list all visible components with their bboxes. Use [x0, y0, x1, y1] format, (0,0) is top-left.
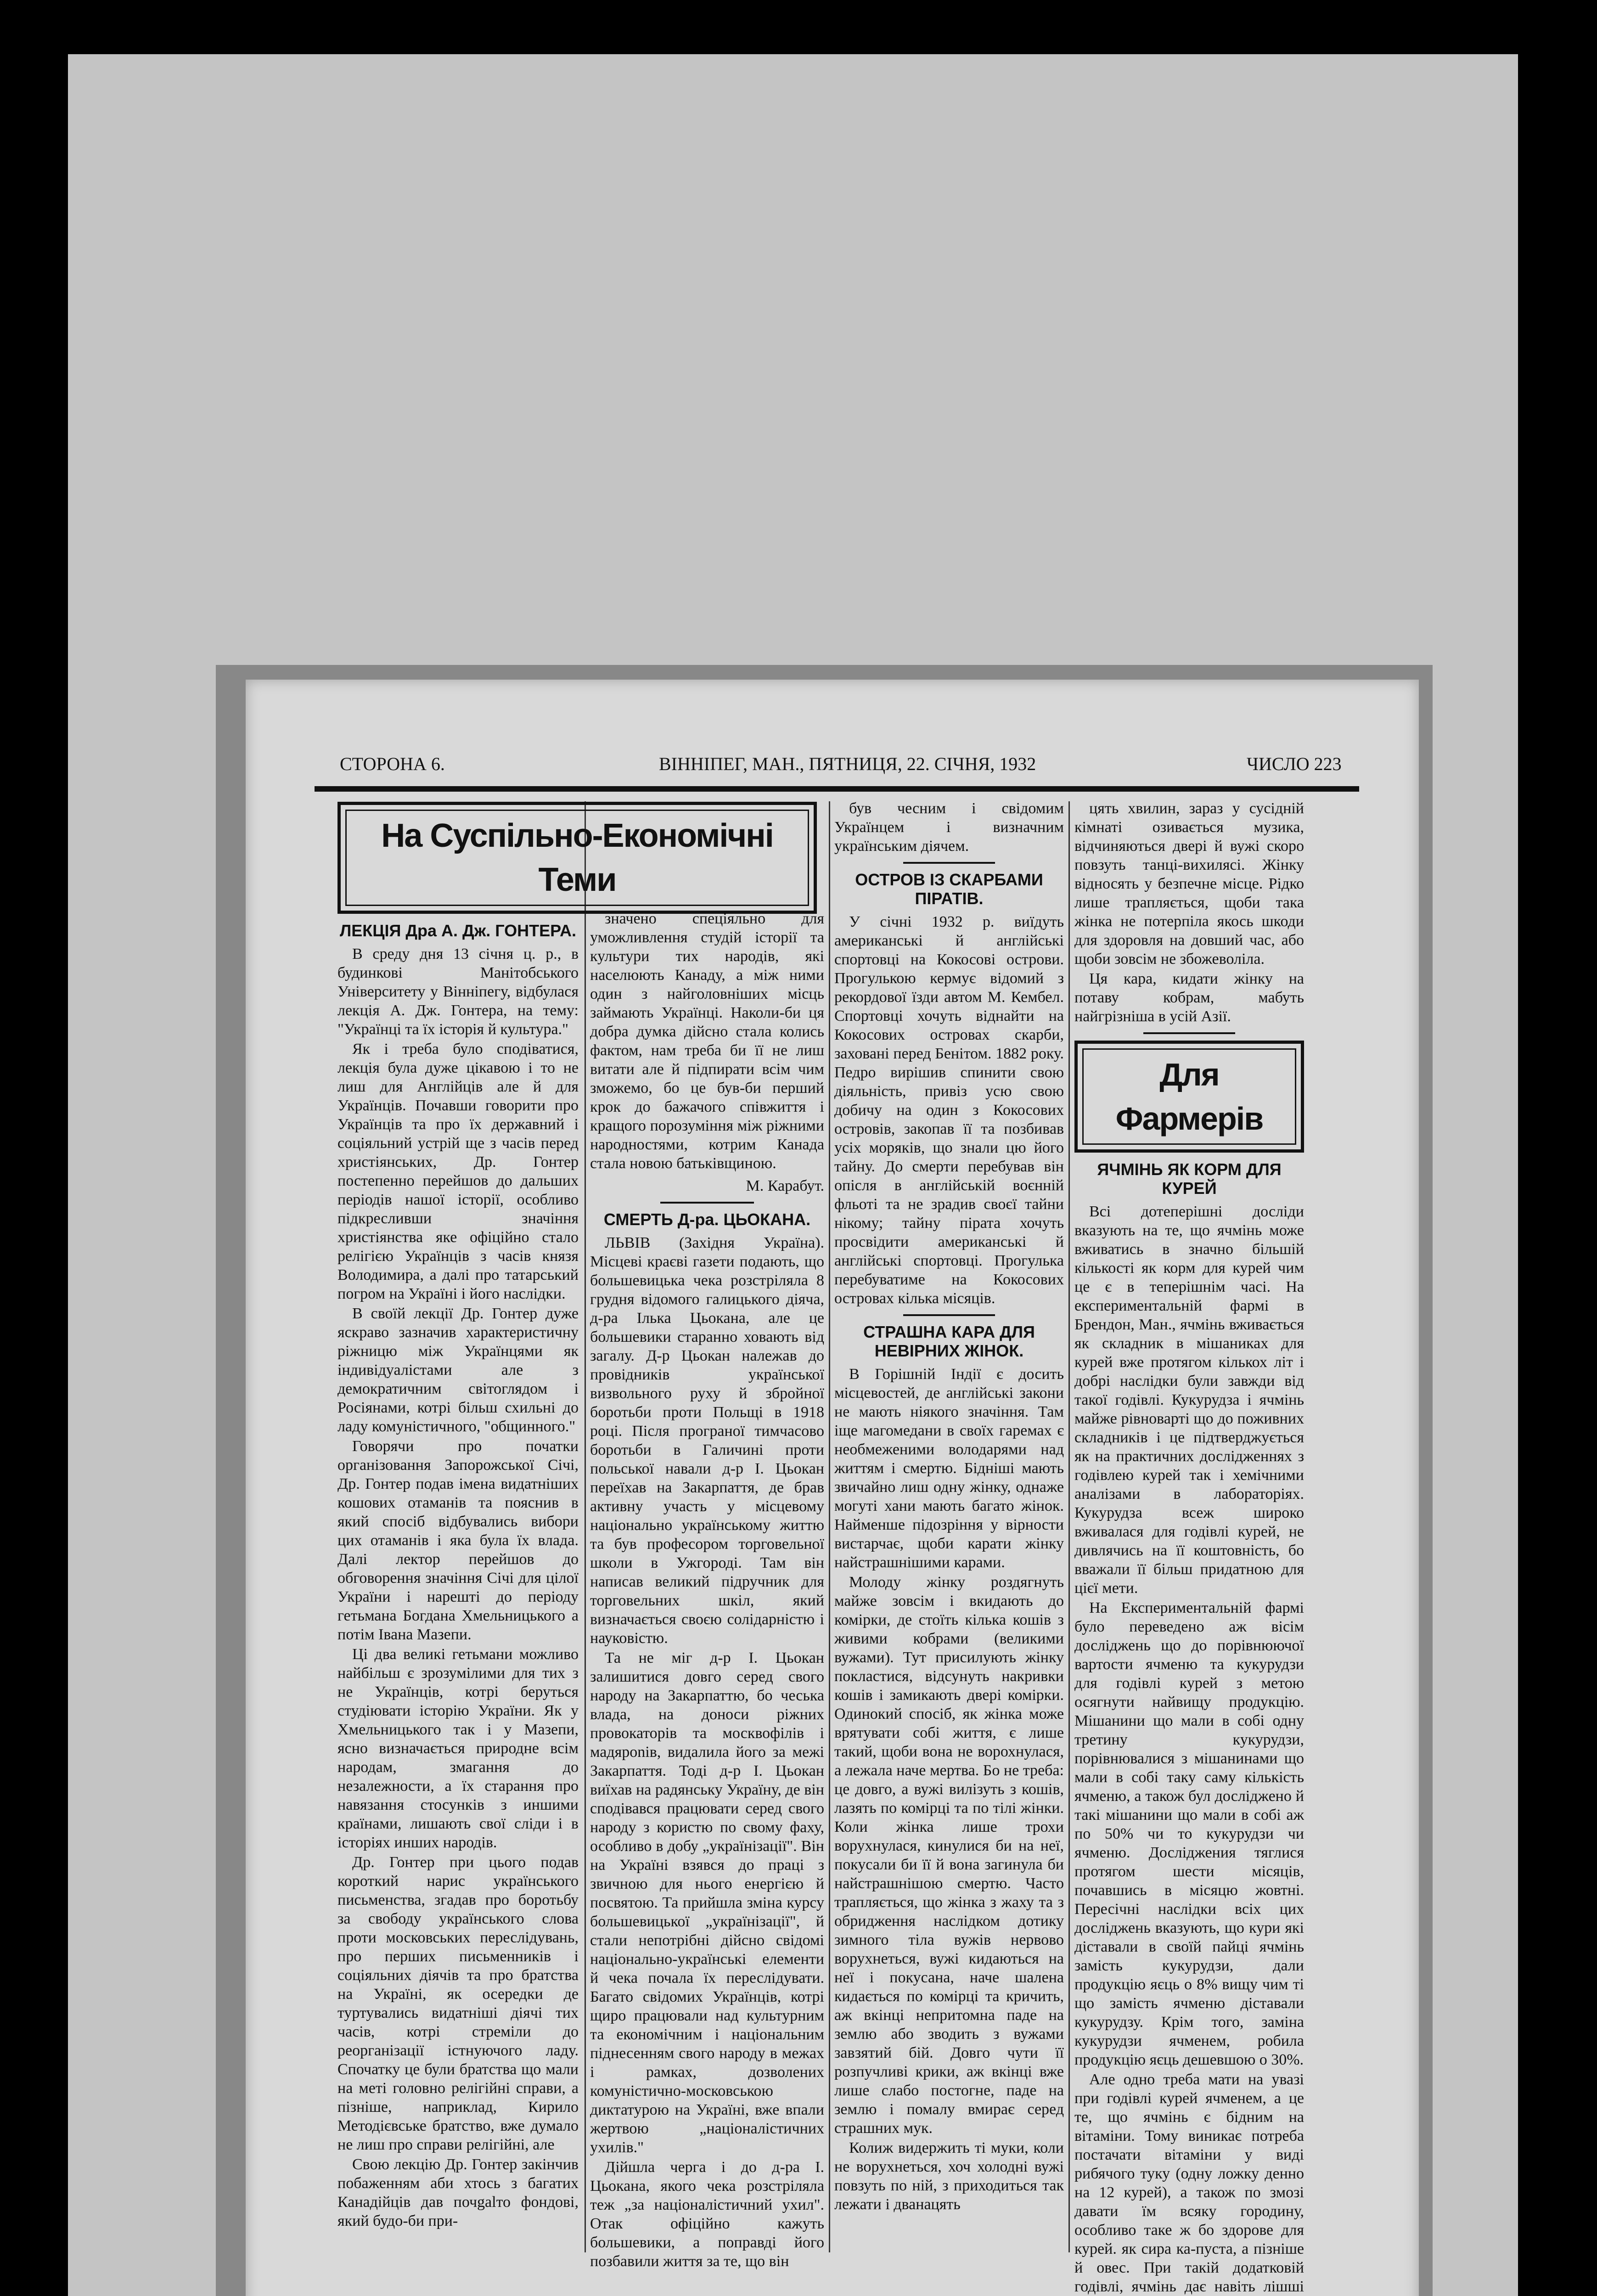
paragraph: Та не міг д-р І. Цьокан залишитися довго серед свого народу на Закарпаттю, бо чеська влада, на доноси ріжних провокаторів та москвофілів і мадярonів, видалила його за межі Закарпаття. Тоді д-р І. Цьокан виїхав на радянську Україну, де він сподівався працювати серед свого народу з користю по свому фаху, особливо в добу „українізації". Він на Україні взявся до праці з звичною для нього енергією й посвятою. Та прийшла зміна курсу большевицької „українізації", й стали непотрібні дійсно свідомі національно-українські елементи й чека почала їх переслідувати. Багато свідомих Українців, котрі щиро працювали над культурним та економічним і національним піднесенням свого народу в межах і рамках, дозволених комуністично-московською диктатурою на Україні, вже впали жертвою „націоналістичних ухилів." [590, 1649, 824, 2156]
article-title: СМЕРТЬ Д-ра. ЦЬОКАНА. [603, 1210, 811, 1229]
paragraph: Як і треба було сподіватися, лекція була дуже цікавою і то не лиш для Англійців але й для Українців. Почавши говорити про Українців та про їх державний і соціяльний устрій ще з часів перед христіянських, Др. Гонтер постепенно перейшов до дальших періодів нашої історії, особливо підкресливши значіння христіянства яке офіційно стало релігією Українців з часів князя Володимира, а далі про татарський погром на Україні і його наслідки. [337, 1041, 579, 1302]
separator [1143, 1032, 1235, 1034]
page-number: СТОРОНА 6. [340, 754, 445, 774]
section-banner-title: Для Фармерів [1082, 1048, 1296, 1145]
column-2 [590, 909, 824, 2272]
separator [903, 1314, 995, 1316]
signature: М. Карабут. [746, 1177, 824, 1194]
paragraph: В Горішній Індії є досить місцевостей, де англійські закони не мають ніякого значіння. Там іще магомедани в своїх гаремах є необмеженими володарями над життям і смертю. Бідніші мають звичайно лиш одну жінку, однаже могуті хани мають багато жінок. Найменше підозріння у вірности вистарчає, щоби карати жінку найстрашнішими карами. [834, 1366, 1064, 1571]
separator [660, 1202, 754, 1204]
paragraph: цять хвилин, зараз у сусідній кімнаті озивається музика, відчиняються двері й вужі скоро повзуть танці-вихилясі. Жінку відносять у безпечне місце. Рідко лише трапляється, щоби така жінка не потерпіла якось шкоди для здоровля на довший час, або щоби зовсім не збожеволіла. [1074, 800, 1304, 968]
dateline: ВІННІПЕГ, МАН., ПЯТНИЦЯ, 22. СІЧНЯ, 1932 [659, 754, 1036, 774]
paragraph: Колиж видержить ті муки, коли не ворухнеться, хоч холодні вужі повзуть по ній, з приходиться так лежати і дванацять [834, 2139, 1064, 2213]
paragraph: ЛЬВІВ (Західня Україна). Місцеві краєві газети подають, що большевицька чека розстріляла 8 грудня відомого галицького діяча, д-ра Ілька Цьокана, але це большевики старанно ховають від загалу. Д-р Цьокан належав до провідників української визвольного руху й збройної боротьби проти Польщі в 1918 році. Після програної тимчасово боротьби в Галичині проти польської навали д-р І. Цьокан переїхав на Закарпаття, де брав активну участь у місцевому національно українському життю та був професором торговельної школи в Ужгороді. Там він написав великий підручник для торговельних шкіл, який визначається своєю солідарністю і науковістю. [590, 1234, 824, 1647]
paragraph: У січні 1932 р. виїдуть американські й англійські спортовці на Кокосові острови. Прогулькою кермує відомий з рекордової їзди автом М. Кембел. Спортовці хочуть віднайти на Кокосових островах скарби, заховані перед Бенітом. 1882 року. Педро вирішив спинити свою діяльність, привіз усю свою добичу на один з Кокосових островів, закопав її та позбивав усіх моряків, що знали цю його тайну. До смерти перебував він опісля в англійській воєнній фльоті та не зрадив своєї тайни нікому; тайну пірата хочуть просвідити американські й англійські спортовці. Прогулька перебуватиме на Кокосових островах кілька місяців. [834, 913, 1064, 1307]
separator [903, 862, 995, 864]
column-rule [1068, 801, 1070, 2252]
section-banner-title: На Суспільно-Економічні Теми [345, 810, 809, 906]
paragraph: Др. Гонтер при цього подав короткий нарис українського письменства, згадав про боротьбу за свободу українського слова проти московських переслідувань, про перших письменників і соціяльних діячів та про братства на Україні, як осередки де туртувались видатніші діячі тих часів, котрі стреміли до реорганізації істнуючого ладу. Спочатку це були братства що мали на меті головно релігійні справи, а пізніше, наприклад, Кирило Методієвське братство, вже думало не лиш про справи релігійні, але [337, 1854, 579, 2153]
paragraph: Всі дотеперішні досліди вказують на те, що ячмінь може вживатись в значно більшій кількості як корм для курей чим це є в теперішнім часі. На експериментальній фармі в Брендон, Ман., ячмінь вживається як складник в мішаниках для курей вже протягом кількох літ і добрі наслідки були завжди від такої годівлі. Кукурудза і ячмінь майже рівноварті що до поживних складників і це підтверджується як на практичних дослідженнях з годівлею курей так і хемічними аналізами в лабораторіях. Кукурудза всеж широко вживалася для годівлі курей, не дивлячись на її коштовність, бо вважали її більш придатною для цієї мети. [1074, 1203, 1304, 1597]
paragraph: Ця кара, кидати жінку на потаву кобрам, мабуть найгрізніша в усій Азії. [1074, 970, 1304, 1025]
paragraph: Дійшла черга і до д-ра І. Цьокана, якого чека розстріляла теж „за націоналістичний ухил". Отак офіційно кажуть большевики, а поправді його позбавили життя за те, що він [590, 2159, 824, 2270]
newspaper-page [246, 680, 1419, 2296]
column-3 [834, 799, 1064, 2215]
header-rule [315, 786, 1359, 792]
column-4 [1074, 799, 1304, 2296]
paragraph: На Експериментальній фармі було переведено аж вісім досліджень що до порівнюючої вартости ячменю та кукурудзи для годівлі курей з метою осягнути найвищу продукцію. Мішанини що мали в собі одну третину кукурудзи, порівнювалися з мішанинами що мали в собі таку саму кількість ячменю, а також бул досліджено й такі мішанини що мали в собі аж по 50% чи то кукурудзи чи ячменю. Досліджения тяглися протягом шести місяців, почавшись в місяцю жовтні. Пересічні наслідки всіх цих досліджень вказують, що кури які діставали в своїй пайці ячмінь замість кукурудзи, дали продукцію яєць о 8% вищу чим ті що замість ячменю діставали кукурудзу. Крім того, заміна кукурудзи ячменем, робила продукцію яєць дешевшою о 30%. [1074, 1599, 1304, 2068]
issue-number: ЧИСЛО 223 [1247, 754, 1342, 774]
paragraph: значено спеціяльно для уможливлення студій історії та культури тих народів, які населюють Канаду, а між ними один з найголовніших місць займають Українці. Наколи-би ця добра думка дійсно стала колись фактом, нам треба би її не лиш витати але й підпирати всім чим зможемо, бо це був-би перший крок до бажачого співжиття і кращого порозуміння між ріжними народностями, котрим Канада стала новою батьківщиною. [590, 910, 824, 1172]
paragraph: Свою лекцію Др. Гонтер закінчив побаженням аби хтось з багатих Канадійців дав почgalто фондові, який будо-би при- [337, 2156, 579, 2229]
paragraph: В своїй лекції Др. Гонтер дуже яскраво зазначив характеристичну ріжницю між Українцями як індивідуалістами але з демократичним світоглядом і Росіянами, котрі більш схильні до ладу комуністичного, "общинного." [337, 1305, 579, 1435]
article-title: ОСТРОВ ІЗ СКАРБАМИ ПІРАТІВ. [855, 870, 1043, 908]
paragraph: Але одно треба мати на увазі при годівлі курей ячменем, а це те, що ячмінь є бідним на вітаміни. Тому виникає потреба постачати вітаміни у видi рибячого туку (одну ложку денно на 12 курей), а також по змозі давати їм всяку городину, особливо таке ж бо здорове для курей. як сира ка-пуста, а пізніше й овес. При такій додатковій годівлі, ячмінь дає навіть лішші [1074, 2071, 1304, 2295]
article-title: СТРАШНА КАРА ДЛЯ НЕВІРНИХ ЖІНОК. [863, 1322, 1035, 1360]
paragraph: Ці два великі гетьмани можливо найбільш є зрозумілими для тих з не Українців, котрі беруться студіювати історію України. Як у Хмельницького так і у Мазепи, ясно визначається природне всім народам, змагання до незалежности, а їх старання про навязання стосунків з иншими країнами, лишають свої сліди і в історіях инших народів. [337, 1646, 579, 1851]
running-header [246, 753, 1419, 785]
section-banner [337, 802, 817, 914]
column-rule [585, 801, 586, 2252]
paragraph: Говорячи про початки організовання Запорожської Січі, Др. Гонтер подав імена видатніших кошових отаманів та пояснив в який спосіб відбувались вибори цих отаманів і яка була їх влада. Далі лектор перейшов до обговорення значіння Січі для цілої України і нарешті до періоду гетьмана Богдана Хмельницького а потім Івана Мазепи. [337, 1438, 579, 1643]
article-title: ЛЕКЦІЯ Дра А. Дж. ГОНТЕРА. [339, 921, 577, 940]
column-rule [829, 801, 830, 2252]
paragraph: В среду дня 13 січня ц. р., в будинкові Манітобського Університету у Вінніпегу, відбулася лекція А. Дж. Гонтера, на тему: "Українці та їх історія й культура." [337, 945, 579, 1038]
paragraph: був чесним і свідомим Українцем і визначним українським діячем. [834, 800, 1064, 855]
section-banner [1074, 1041, 1304, 1153]
paragraph: Молоду жінку роздягнуть майже зовсім і вкидають до комірки, де стоїть кілька кошів з живими кобрами (великими вужами). Тут присилують жінку поклаcтися, відсунуть накривки кошів і замикають двері комірки. Одинокий спосіб, як жінка може врятувати собі життя, є лише такий, щоби вона не ворохнулася, а лежала наче мертва. Бо не треба: це довго, а вужі вилізуть з кошів, лазять по комірці та по тілі жінки. Коли жінка лише трохи ворухнулася, кинулися би на неї, покусали би її й вона загинула би найстрашнішою смертю. Часто трапляється, що жінка з жаху та з обридження наслідком дотику зимного тіла вужів нервово ворухнеться, вужі кидаються на неї і покусана, наче шалена кидається по комірці та кричить, аж вкінці непритомна паде на землю або зводить з вужами завзятий бій. Довго чути її розпучливі крики, аж вкінці вже лише слабо постогне, паде на землю і помалу вмирає серед страшних мук. [834, 1574, 1064, 2137]
article-title: ЯЧМІНЬ ЯК КОРМ ДЛЯ КУРЕЙ [1097, 1160, 1282, 1198]
